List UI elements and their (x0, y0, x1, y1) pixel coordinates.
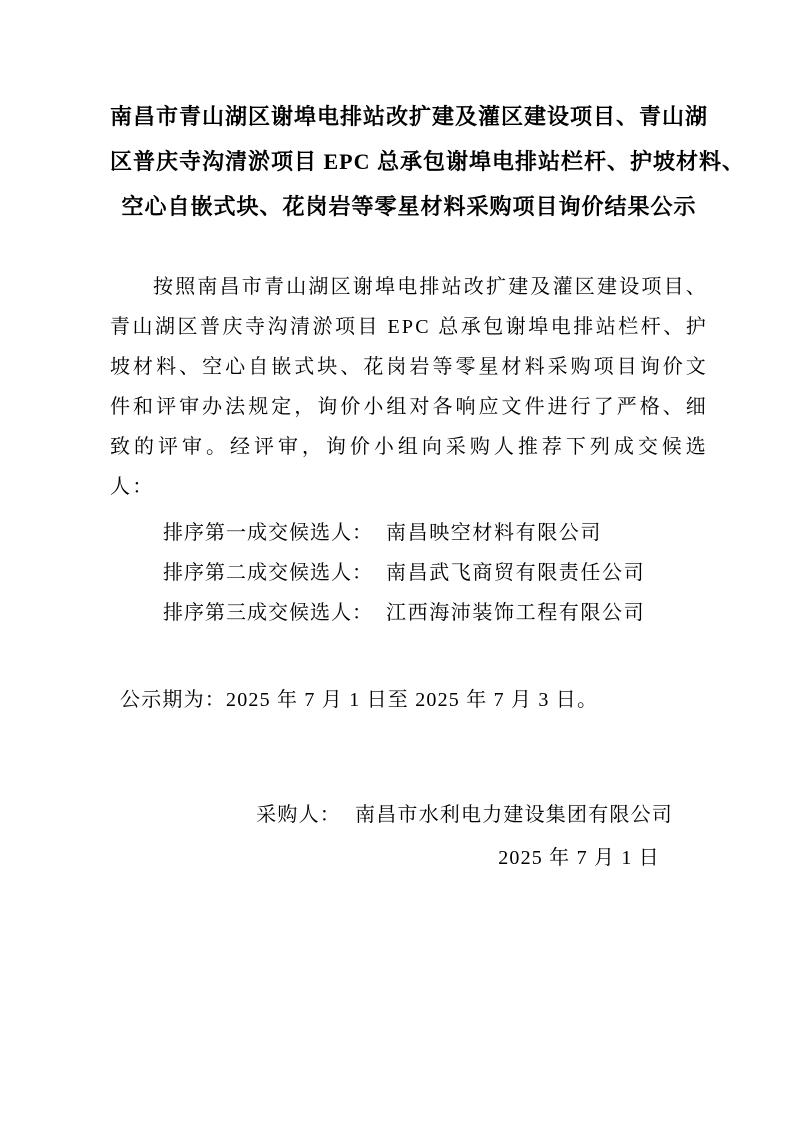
publicity-period: 公示期为：2025 年 7 月 1 日至 2025 年 7 月 3 日。 (120, 689, 599, 711)
candidate-row-1 (163, 513, 708, 553)
document-title (110, 94, 746, 229)
purchaser-name: 南昌市水利电力建设集团有限公司 (355, 804, 673, 826)
candidate-rank-label-2: 排序第二成交候选人： (163, 562, 373, 584)
purchaser-line (110, 795, 708, 835)
title-line-3: 空心自嵌式块、花岗岩等零星材料采购项目询价结果公示 (121, 194, 697, 219)
candidate-row-2 (163, 553, 708, 593)
candidate-company-name-1: 南昌映空材料有限公司 (386, 522, 602, 544)
candidate-row-3 (163, 593, 708, 633)
title-line-2: 区普庆寺沟清淤项目 EPC 总承包谢埠电排站栏杆、护坡材料、 (110, 149, 746, 174)
candidate-company-name-2: 南昌武飞商贸有限责任公司 (386, 562, 646, 584)
evaluation-paragraph: 按照南昌市青山湖区谢埠电排站改扩建及灌区建设项目、青山湖区普庆寺沟清淤项目 EPC 总承包谢埠电排站栏杆、护坡材料、空心自嵌式块、花岗岩等零星材料采购项目询价文件和评审办法规定，询价小组对各响应文件进行了严格、细致的评审。经评审，询价小组向采购人推荐下列成交候选人： (110, 276, 708, 498)
candidate-rank-label-3: 排序第三成交候选人： (163, 602, 373, 624)
candidate-list (110, 513, 708, 633)
candidate-company-name-3: 江西海沛装饰工程有限公司 (386, 602, 646, 624)
purchaser-label: 采购人： (256, 804, 341, 826)
document-date: 2025 年 7 月 1 日 (498, 847, 660, 869)
candidate-rank-label-1: 排序第一成交候选人： (163, 522, 373, 544)
title-line-1: 南昌市青山湖区谢埠电排站改扩建及灌区建设项目、青山湖 (110, 104, 709, 129)
